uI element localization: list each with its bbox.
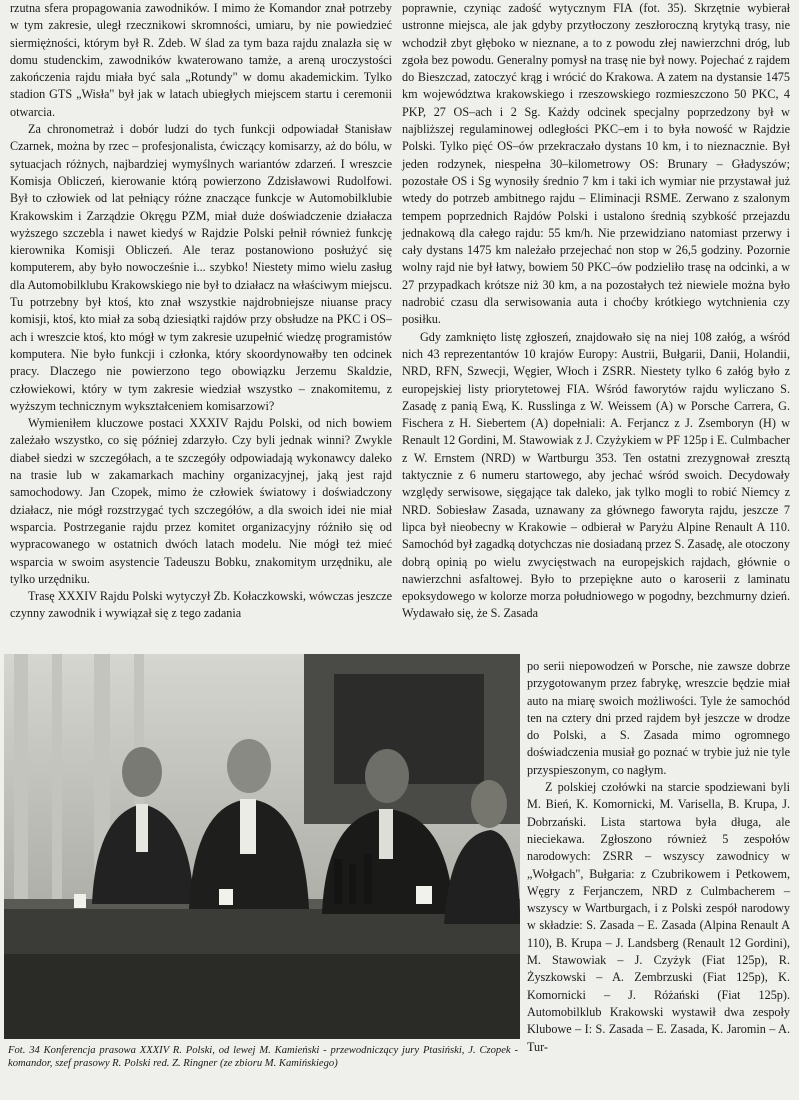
paragraph: rzutna sfera propagowania zawodników. I mimo że Komandor znał potrzeby w tym zakresie, uległ rzecznikowi skromności, umiaru, by nie powiedzieć siermiężności, którym był R. Zdeb. W ślad za tym baza rajdu znalazła się w domu studenckim, zawodników kwaterowano tamże, a areną uroczystości zakończenia rajdu miała być sala „Rotundy" w domu akademickim. Tylko stadion GTS „Wisła" był jak w latach ubiegłych miejscem startu i ceremonii otwarcia. <box>10 1 392 119</box>
press-conference-photo <box>4 654 520 1039</box>
right-column <box>402 0 790 623</box>
paragraph: Za chronometraż i dobór ludzi do tych funkcji odpowiadał Stanisław Czarnek, można by rzec – profesjonalista, ćwiczący komisarzy, aż do bólu, w sytuacjach różnych, najbardziej wymyślnych wariantów zdarzeń. I wreszcie Komisja Obliczeń, kierowanie którą powierzono Zdzisławowi Rudolfowi. Był to człowiek od lat pełniący różne znaczące funkcje w Automobilklubie Krakowskim i Zarządzie Okręgu PZM, miał duże doświadczenie działacza wyższego szczebla i nawet kiedyś w Rajdzie Polski pełnił również funkcję kierownika Komisji Obliczeń. Ale teraz postanowiono posłużyć się komputerem, aby było nowocześnie i... szybko! Niestety mimo wielu zasług dla Automobilklubu Krakowskiego nie był to działacz na właściwym miejscu. Tu potrzebny był ktoś, kto znał wszystkie najdrobniejsze niuanse pracy komisji, ktoś, kto miał za sobą dziesiątki rajdów przy obsłudze na PKC i OS–ach i wreszcie ktoś, kto mógł w tym zakresie uzupełnić wiedzę programistów komputera. Nie było funkcji i członka, który skoordynowałby ten odcinek pracy. Dlaczego nie powierzono tego obowiązku Jerzemu Skaldzie, człowiekowi, który w tym zakresie wiedział wszystko – znakomitemu, z wyższym technicznym wykształceniem komisarzowi? <box>10 122 392 413</box>
photo-caption: Fot. 34 Konferencja prasowa XXXIV R. Polski, od lewej M. Kamieński - przewodniczący jury Ptasiński, J. Czopek - komandor, szef prasowy R. Polski red. Z. Ringner (ze zbioru M. Kamińskiego) <box>8 1045 518 1070</box>
paragraph: Gdy zamknięto listę zgłoszeń, znajdowało się na niej 108 załóg, a wśród nich 43 reprezentantów 10 krajów Europy: Austrii, Bułgarii, Danii, Holandii, NRD, RFN, Szwecji, Węgier, Włoch i ZSRR. Niestety tylko 6 załóg było z europejskiej listy priorytetowej FIA. Wśród faworytów rajdu wyliczano S. Zasadę z panią Ewą, K. Russlinga z W. Weissem (A) w Porsche Carrera, G. Fischera z H. Siebertem (A) dopełniali: A. Ferjancz z J. Zsemboryn (H) w Renault 12 Gordini, M. Stawowiak z J. Czyżykiem w PF 125p i E. Culmbacher z W. Ernstem (NRD) w Wartburgu 353. Ten ostatni zrezygnował zresztą taktycznie z 6 numeru startowego, aby jechać wśród swoich. Decydowały względy serwisowe, sięgające tak daleko, jak tylko mogli to robić Niemcy z NRD. Sobiesław Zasada, uznawany za głównego faworyta rajdu, jeszcze 7 lipca był nieobecny w Krakowie – odbierał w Paryżu Alpine Renault A 110. Samochód był zagadką dotychczas nie dosiadaną przez S. Zasadę, ale otoczony dobrą opinią po wielu zwycięstwach na europejskich rajdach, głównie o nawierzchni asfaltowej. Było to przepiękne auto o karoserii z laminatu epoksydowego w kolorze morza południowego w pogodny, bezchmurny dzień. Wydawało się, że S. Zasada <box>402 329 790 621</box>
paragraph: Trasę XXXIV Rajdu Polski wytyczył Zb. Kołaczkowski, wówczas jeszcze czynny zawodnik i wywiązał się z tego zadania <box>10 589 392 621</box>
left-column <box>10 0 392 623</box>
paragraph: po serii niepowodzeń w Porsche, nie zawsze dobrze przygotowanym przez fabrykę, wreszcie będzie miał auto na miarę swoich możliwości. Tyle że samochód ten na cztery dni przed rajdem był jeszcze w drodze do Polski, a S. Zasada mimo ogromnego doświadczenia musiał go poznać w trybie już nie tyle przyspieszonym, co nagłym. <box>527 659 790 777</box>
right-column-lower <box>527 658 790 1056</box>
paragraph: poprawnie, czyniąc zadość wytycznym FIA (fot. 35). Skrzętnie wybierał ustronne miejsca, ale jak gdyby przytłoczony zeszłoroczną krytyką trasy, nie wchodził zbyt głęboko w nieznane, a to z powodu złej nawierzchni dróg, lub zgoła bez powodu. Generalny pomysł na trasę nie był nowy. Pojechać z rajdem do Bieszczad, zatoczyć krąg i wrócić do Krakowa. A zatem na dystansie 1475 km województwa krakowskiego i rzeszowskiego rozmieszczono 50 PKC, 4 PKP, 27 OS–ach i 2 Sg. Każdy odcinek specjalny poprzedzony był w najbliższej regulaminowej odległości PKC–em i to była nowość w Rajdzie Polski. Tylko pięć OS–ów przekraczało dystans 10 km, i to nieznacznie. Był jeden rodzynek, niespełna 30–kilometrowy OS: Brunary – Gładyszów; pozostałe OS i Sg wynosiły średnio 7 km i taki ich wymiar nie przystawał już wtedy do potrzeb ambitnego rajdu – Eliminacji RSME. Zerwano z szalonym tempem poprzednich Rajdów Polski i ustalono średnią szybkość przejazdu jednakową dla całego rajdu: 55 km/h. Nie przewidziano natomiast przerwy i cały dystans 1475 km należało przejechać non stop w 26,5 godziny. Pozornie wolny rajd nie był łatwy, bowiem 50 PKC–ów podzieliło trasę na odcinki, a w 27 przypadkach krótsze niż 30 km, a na pozostałych też niewiele można było nadrobić czasu dla serwisowania auta i choćby krótkiego wytchnienia czy posiłku. <box>402 1 790 327</box>
paragraph: Z polskiej czołówki na starcie spodziewani byli M. Bień, K. Komornicki, M. Varisella, B. Krupa, J. Dobrzański. Lista startowa była długa, ale nieciekawa. Zgłoszono również 5 zespołów narodowych: ZSRR – wszyscy zawodnicy w „Wołgach", Bułgaria: z Czubrikowem i Petkowem, Węgry z Ferjanczem, NRD z Culmbacherem – wszyscy w Wartburgach, i z Polski zespół narodowy w składzie: S. Zasada – E. Zasada (Alpina Renault A 110), B. Krupa – J. Landsberg (Renault 12 Gordini), M. Stawowiak – J. Czyżyk (Fiat 125p), R. Żyszkowski – A. Zembrzuski (Fiat 125p), K. Komornicki – J. Różański (Fiat 125p). Automobilklub Krakowski wystawił dwa zespoły Klubowe – I: S. Zasada – E. Zasada, K. Jaromin – A. Tur- <box>527 780 790 1054</box>
paragraph: Wymieniłem kluczowe postaci XXXIV Rajdu Polski, od nich bowiem zależało wszystko, co się później zdarzyło. Czy byli jednak winni? Zwykle diabeł siedzi w szczegółach, a te szczegóły odpowiadają wykonawcy daleko na trasie lub w zakamarkach machiny organizacyjnej, jaką jest rajd samochodowy. Jan Czopek, mimo że człowiek światowy i doświadczony działacz, nie mógł rozstrzygać tych szczegółów, a dla swoich idei nie miał wsparcia. Postrzeganie rajdu przez komitet organizacyjny różniło się od wypracowanego w ostatnich dwóch latach modelu. Nie mógł też mieć wsparcia w swoim asystencie Tadeuszu Bobku, znakomitym urzędniku, ale tylko urzędniku. <box>10 416 392 586</box>
